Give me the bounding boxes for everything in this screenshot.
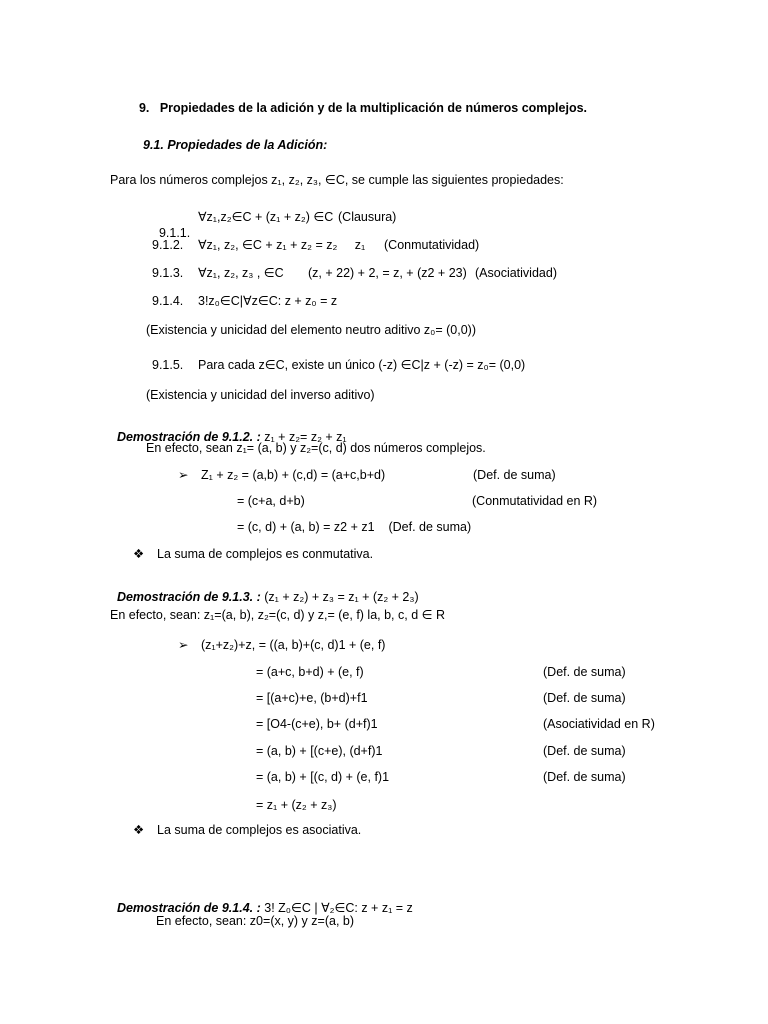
demo-3-step-3: = [O4-(c+e), b+ (d+f)1 — [256, 717, 378, 731]
demo-3-intro: En efecto, sean: z₁=(a, b), z₂=(c, d) y z,= (e, f) la, b, c, d ∈ R — [110, 608, 446, 622]
note-neutral-element: (Existencia y unicidad del elemento neutro aditivo z₀= (0,0)) — [146, 323, 477, 337]
demo-3-step-3-reason: (Asociatividad en R) — [543, 717, 655, 731]
demo-3-title: Demostración de 9.1.3. : — [116, 590, 261, 604]
demo-2-step-2-reason: (Conmutatividad en R) — [472, 494, 598, 508]
demo-3-step-2: = [(a+c)+e, (b+d)+f1 — [256, 691, 368, 705]
demo-3-step-5-reason: (Def. de suma) — [543, 770, 626, 784]
intro-paragraph: Para los números complejos z₁, z₂, z₃, ∈C, se cumple las siguientes propiedades: — [110, 173, 564, 187]
demo-3-step-1-reason: (Def. de suma) — [543, 665, 626, 679]
demo-2-step-3: = (c, d) + (a, b) = z2 + z1 (Def. de suma) — [237, 520, 472, 534]
note-inverse: (Existencia y unicidad del inverso aditivo) — [146, 388, 375, 402]
demo-3-step-4-reason: (Def. de suma) — [543, 744, 626, 758]
demo-2-title: Demostración de 9.1.2. : — [116, 430, 261, 444]
demo-3-first-line: (z₁+z₂)+z, = ((a, b)+(c, d)1 + (e, f) — [201, 638, 386, 652]
section-title: Propiedades de la adición y de la multiplicación de números complejos. — [159, 101, 588, 115]
property-2-formula: ∀z₁, z₂, ∈C + z₁ + z₂ = z₂ z₁ — [198, 238, 366, 252]
demo-3-step-5: = (a, b) + [(c, d) + (e, f)1 — [256, 770, 390, 784]
property-2-name: (Conmutatividad) — [384, 238, 480, 252]
property-2-number: 9.1.2. — [152, 238, 184, 252]
subsection-heading: 9.1. Propiedades de la Adición: — [143, 138, 328, 152]
demo-3-step-4: = (a, b) + [(c+e), (d+f)1 — [256, 744, 383, 758]
arrow-bullet-icon: ➢ — [178, 638, 189, 652]
section-number: 9. — [138, 101, 150, 115]
demo-2-step-2: = (c+a, d+b) — [237, 494, 305, 508]
property-3-formula: ∀z₁, z₂, z₃ , ∈C (z, + 22) + 2, = z, + (z2 + 23) — [198, 266, 467, 280]
demo-2-step-1-reason: (Def. de suma) — [473, 468, 556, 482]
property-4-number: 9.1.4. — [152, 294, 184, 308]
property-3-name: (Asociatividad) — [475, 266, 557, 280]
property-3-number: 9.1.3. — [152, 266, 184, 280]
demo-2-conclusion: La suma de complejos es conmutativa. — [157, 547, 374, 561]
diamond-bullet-icon: ❖ — [133, 823, 145, 837]
demo-3-step-1: = (a+c, b+d) + (e, f) — [256, 665, 364, 679]
demo-4-header — [110, 884, 413, 916]
demo-2-step-1: Z₁ + z₂ = (a,b) + (c,d) = (a+c,b+d) — [201, 468, 386, 482]
property-5-number: 9.1.5. — [152, 358, 184, 372]
property-number: 9.1.1. — [158, 226, 191, 240]
demo-4-intro: En efecto, sean: z0=(x, y) y z=(a, b) — [156, 914, 355, 928]
demo-3-conclusion: La suma de complejos es asociativa. — [157, 823, 362, 837]
diamond-bullet-icon: ❖ — [133, 547, 145, 561]
demo-3-statement: (z₁ + z₂) + z₃ = z₁ + (z₂ + 2₃) — [260, 590, 419, 604]
arrow-bullet-icon: ➢ — [178, 468, 189, 482]
property-5-text: Para cada z∈C, existe un único (-z) ∈C|z + (-z) = z₀= (0,0) — [198, 358, 526, 372]
demo-4-statement: 3! Z₀∈C | ∀₂∈C: z + z₁ = z — [260, 901, 413, 915]
demo-3-step-2-reason: (Def. de suma) — [543, 691, 626, 705]
property-1-formula: ∀z₁,z₂∈C + (z₁ + z₂) ∈C — [198, 210, 334, 224]
demo-3-step-6: = z₁ + (z₂ + z₃) — [256, 798, 337, 812]
demo-3-header — [110, 573, 419, 605]
demo-2-statement: z₁ + z₂= z₂ + z₁ — [260, 430, 347, 444]
property-4-formula: 3!z₀∈C|∀z∈C: z + z₀ = z — [198, 294, 338, 308]
demo-4-title: Demostración de 9.1.4. : — [116, 901, 261, 915]
section-heading — [132, 84, 587, 116]
property-1-name: (Clausura) — [338, 210, 397, 224]
demo-2-intro: En efecto, sean z₁= (a, b) y z₂=(c, d) dos números complejos. — [146, 441, 486, 455]
